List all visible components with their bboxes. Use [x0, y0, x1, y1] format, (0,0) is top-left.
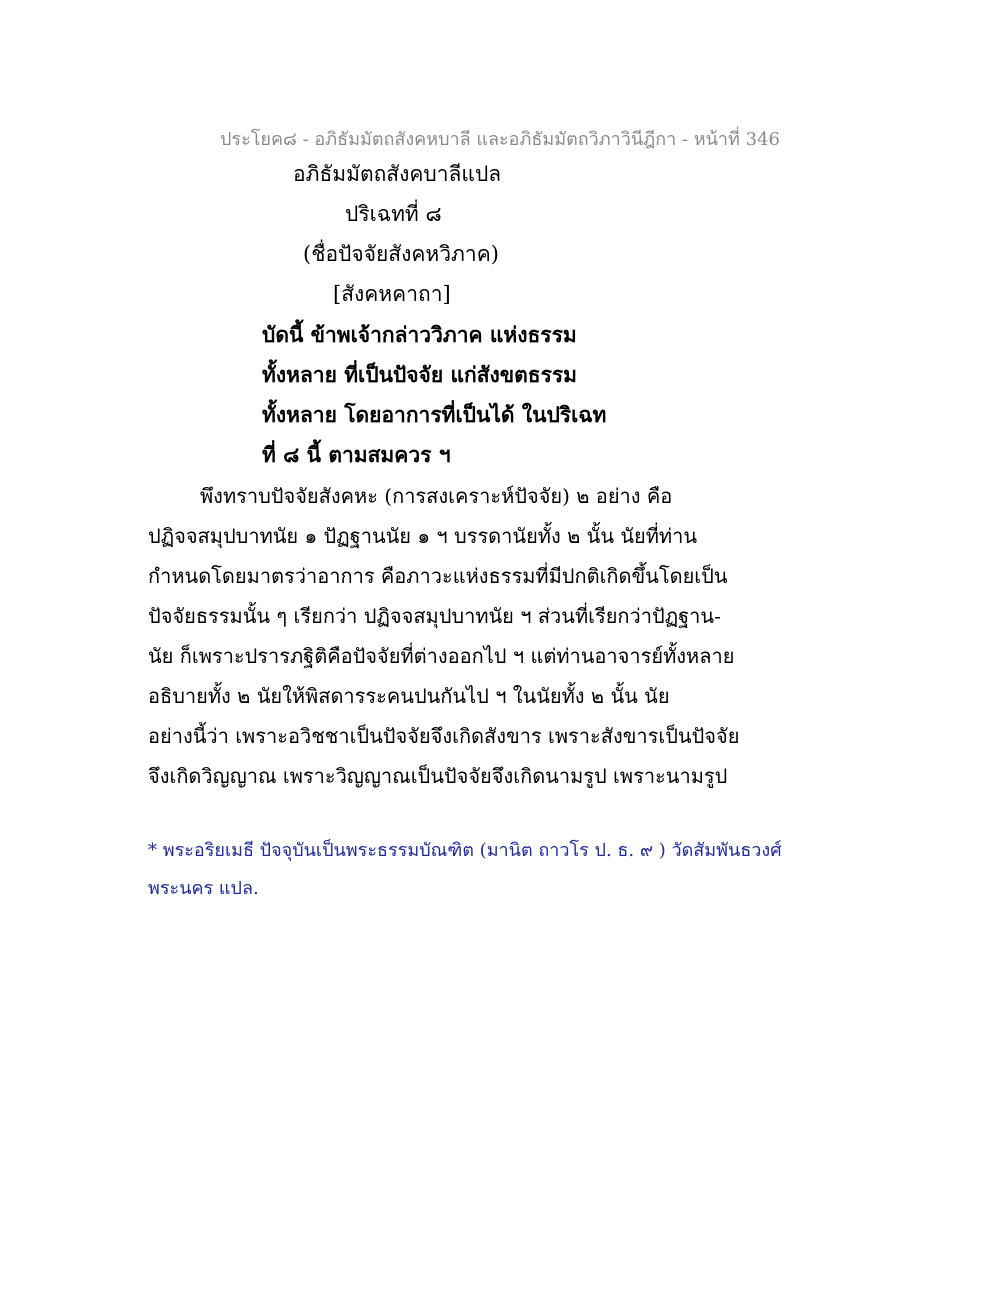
body-line: จึงเกิดวิญญาณ เพราะวิญญาณเป็นปัจจัยจึงเกิดนามรูป เพราะนามรูป — [148, 764, 728, 788]
body-line: นัย ก็เพราะปรารภฐิติคือปัจจัยที่ต่างออกไป ฯ แต่ท่านอาจารย์ทั้งหลาย — [148, 644, 735, 668]
body-line: อย่างนี้ว่า เพราะอวิชชาเป็นปัจจัยจึงเกิดสังขาร เพราะสังขารเป็นปัจจัย — [148, 724, 740, 748]
chapter-title: ปริเฉทที่ ๘ — [345, 202, 442, 226]
footnote-line: พระนคร แปล. — [148, 878, 259, 899]
body-line: ปฏิจจสมุปบาทนัย ๑ ปัฏฐานนัย ๑ ฯ บรรดานัยทั้ง ๒ นั้น นัยที่ท่าน — [148, 524, 698, 548]
verse-line: ที่ ๘ นี้ ตามสมควร ฯ — [262, 442, 451, 467]
verse-label: [สังคหคาถา] — [333, 282, 451, 306]
chapter-name: (ชื่อปัจจัยสังคหวิภาค) — [303, 242, 499, 266]
verse-line: ทั้งหลาย โดยอาการที่เป็นได้ ในปริเฉท — [262, 402, 607, 427]
page-header: ประโยค๘ - อภิธัมมัตถสังคหบาลี และอภิธัมมัตถวิภาวินีฎีกา - หน้าที่ 346 — [220, 129, 780, 150]
body-line: พึงทราบปัจจัยสังคหะ (การสงเคราะห์ปัจจัย) ๒ อย่าง คือ — [200, 484, 673, 508]
body-line: ปัจจัยธรรมนั้น ๆ เรียกว่า ปฏิจจสมุปบาทนัย ฯ ส่วนที่เรียกว่าปัฏฐาน- — [148, 604, 721, 628]
verse-line: ทั้งหลาย ที่เป็นปัจจัย แก่สังขตธรรม — [262, 362, 578, 387]
body-line: กำหนดโดยมาตรว่าอาการ คือภาวะแห่งธรรมที่มีปกติเกิดขึ้นโดยเป็น — [148, 564, 728, 588]
verse-line: บัดนี้ ข้าพเจ้ากล่าววิภาค แห่งธรรม — [262, 322, 577, 347]
book-title: อภิธัมมัตถสังคบาลีแปล — [293, 162, 502, 186]
body-line: อธิบายทั้ง ๒ นัยให้พิสดารระคนปนกันไป ฯ ในนัยทั้ง ๒ นั้น นัย — [148, 684, 670, 708]
footnote-line: * พระอริยเมธี ปัจจุบันเป็นพระธรรมบัณฑิต (มานิต ถาวโร ป. ธ. ๙ ) วัดสัมพันธวงศ์ — [148, 840, 782, 861]
